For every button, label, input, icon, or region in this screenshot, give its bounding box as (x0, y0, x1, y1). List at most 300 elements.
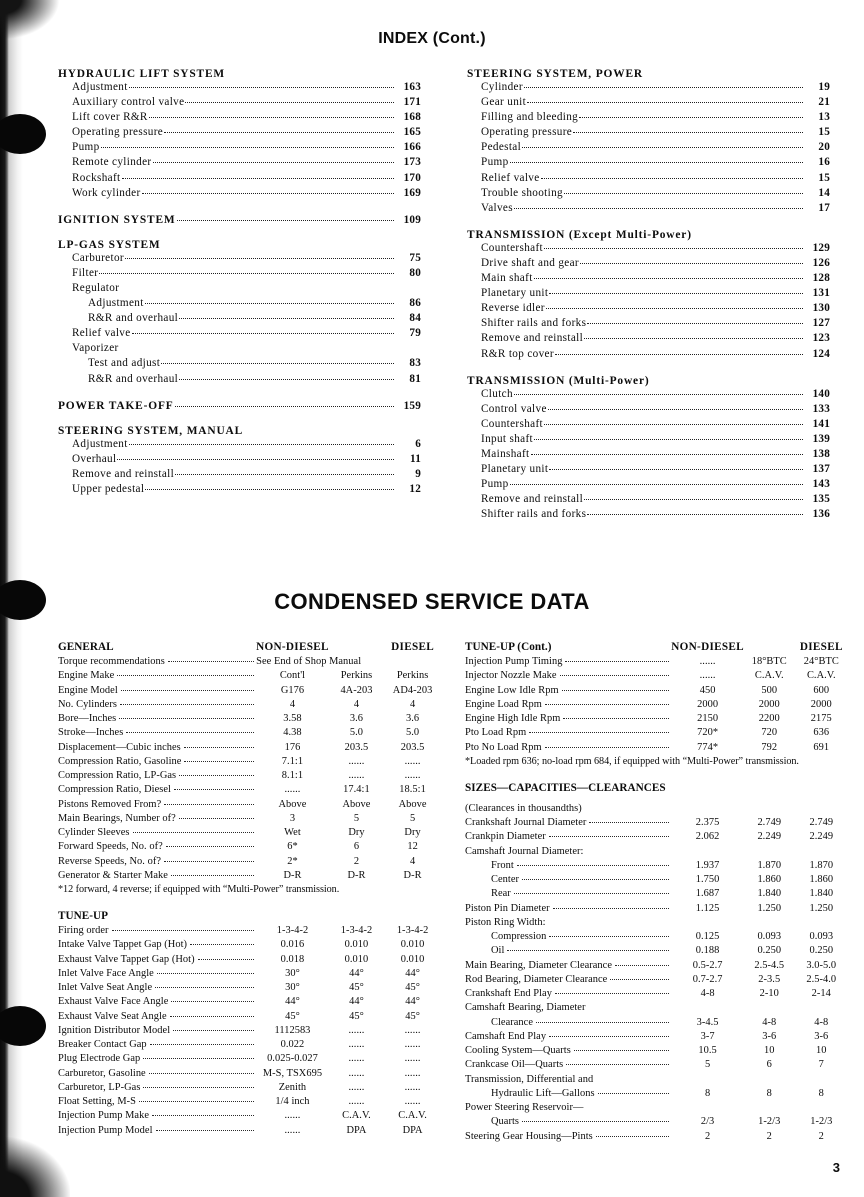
data-label-text: Injection Pump Timing (465, 656, 563, 667)
data-cell: 3 (289, 812, 296, 824)
index-entry[interactable] (481, 301, 830, 316)
data-row-label (465, 1087, 671, 1101)
data-row (58, 1052, 441, 1066)
data-cell: 1.840 (809, 888, 834, 900)
data-subheading-label: Transmission, Differential and (465, 1073, 594, 1085)
data-cell: Zenith (278, 1081, 307, 1093)
index-page-number[interactable]: 12 (409, 482, 421, 495)
data-row-label (58, 1024, 256, 1038)
data-cell: 5.0 (349, 727, 364, 739)
index-entry[interactable] (481, 447, 830, 462)
data-cell: AD4-203 (392, 684, 433, 696)
leader-dots (584, 338, 803, 339)
data-row-spanning (58, 655, 441, 669)
data-row (58, 924, 441, 938)
data-row (465, 726, 848, 740)
index-page-number[interactable]: 75 (409, 251, 421, 264)
index-page-number[interactable]: 17 (818, 201, 830, 214)
data-label-text: Inlet Valve Seat Angle (58, 982, 153, 993)
data-row (58, 855, 441, 869)
column-header: DIESEL (799, 641, 843, 653)
index-page-number[interactable]: 16 (818, 156, 830, 169)
data-group-header (465, 639, 848, 655)
index-section-heading (58, 214, 421, 226)
index-page-number[interactable]: 123 (812, 332, 830, 345)
data-row (465, 698, 848, 712)
index-entry-label: Upper pedestal (72, 482, 145, 495)
index-entry-label: Filling and bleeding (481, 111, 579, 124)
data-row-label (58, 995, 256, 1009)
index-page-number[interactable]: 141 (812, 417, 830, 430)
leader-dots (579, 117, 803, 118)
index-entry[interactable] (481, 492, 830, 507)
leader-dots (177, 220, 394, 221)
index-section-label: HYDRAULIC LIFT SYSTEM (58, 68, 226, 80)
index-entry[interactable] (72, 110, 421, 125)
data-cell: 1.840 (757, 888, 782, 900)
data-cell: 7 (818, 1059, 824, 1071)
data-row (58, 1038, 441, 1052)
data-cell: D-R (283, 869, 302, 881)
data-cell: 1.125 (695, 902, 720, 914)
data-cell: 0.022 (280, 1039, 305, 1050)
index-entry[interactable] (481, 432, 830, 447)
leader-dots (173, 1030, 254, 1031)
index-page-number[interactable]: 130 (812, 302, 830, 315)
index-page-number[interactable]: 135 (812, 493, 830, 506)
data-cell: C.A.V. (398, 1110, 427, 1122)
index-page-number[interactable]: 131 (812, 287, 830, 300)
index-page-number[interactable]: 126 (812, 256, 830, 269)
index-entry-label: Rockshaft (72, 171, 121, 184)
data-row-label (465, 712, 671, 726)
index-entry[interactable] (72, 80, 421, 95)
index-section-label: IGNITION SYSTEM (58, 213, 176, 226)
leader-dots (198, 959, 255, 960)
leader-dots (142, 193, 394, 194)
index-page-number[interactable]: 21 (818, 96, 830, 109)
index-section-label: STEERING SYSTEM, POWER (467, 68, 643, 80)
index-entry[interactable] (481, 507, 830, 522)
data-cell: 18°BTC (751, 656, 787, 667)
index-page-number[interactable]: 6 (415, 437, 421, 450)
index-left-column (58, 68, 421, 522)
data-row (465, 816, 848, 830)
leader-dots (527, 102, 803, 103)
data-label-text: Camshaft End Play (465, 1030, 547, 1042)
data-cell: 2.749 (757, 817, 782, 828)
index-section-heading (467, 229, 830, 241)
data-label-text: Engine Model (58, 684, 118, 696)
index-page-number[interactable]: 166 (403, 141, 421, 154)
index-page-number[interactable]: 13 (818, 111, 830, 124)
index-subheading: Vaporizer (72, 342, 119, 355)
index-entry[interactable] (88, 311, 421, 326)
data-subheading-label: Piston Ring Width: (465, 916, 546, 928)
index-entry[interactable] (481, 186, 830, 201)
data-label-text: Intake Valve Tappet Gap (Hot) (58, 939, 188, 951)
data-label-text: Piston Pin Diameter (465, 902, 550, 914)
data-cell: 45° (349, 982, 364, 993)
index-page-number[interactable]: 133 (812, 402, 830, 415)
index-page-number[interactable]: 124 (812, 347, 830, 360)
index-page-number[interactable]: 137 (812, 463, 830, 476)
leader-dots (587, 323, 803, 324)
index-entry-label: Test and adjust (88, 357, 161, 370)
leader-dots (589, 822, 669, 823)
index-entry[interactable] (88, 356, 421, 371)
data-cell: 5 (704, 1059, 711, 1071)
leader-dots (120, 704, 254, 705)
index-entry[interactable] (481, 417, 830, 432)
data-row-label (465, 1030, 671, 1044)
index-entry[interactable] (72, 437, 421, 452)
data-cell: Perkins (340, 670, 373, 682)
leader-dots (563, 718, 669, 719)
index-entry[interactable] (72, 266, 421, 281)
leader-dots (549, 936, 669, 937)
data-row-label (465, 741, 671, 755)
index-page-number[interactable]: 15 (818, 126, 830, 139)
data-row (58, 669, 441, 683)
index-entry-label: Main shaft (481, 272, 533, 285)
index-entry[interactable] (481, 125, 830, 140)
index-page-number[interactable]: 165 (403, 126, 421, 139)
index-page-number[interactable]: 170 (403, 171, 421, 184)
data-label-text: Main Bearing, Diameter Clearance (465, 959, 613, 971)
data-cell: 4A-203 (340, 684, 373, 696)
index-entry-label: Remove and reinstall (481, 332, 584, 345)
index-entry[interactable] (481, 256, 830, 271)
leader-dots (507, 950, 669, 951)
group-header-label: SIZES—CAPACITIES—CLEARANCES (465, 781, 666, 794)
index-section-heading (58, 68, 421, 80)
data-cell: 3.6 (349, 713, 364, 724)
data-cell: 6 (766, 1059, 772, 1071)
index-entry[interactable] (72, 186, 421, 201)
index-entry-label: Shifter rails and forks (481, 508, 587, 521)
data-label-text: Generator & Starter Make (58, 869, 168, 881)
index-page-number[interactable]: 136 (812, 508, 830, 521)
index-entry-label: Relief valve (481, 171, 540, 184)
leader-dots (161, 363, 394, 364)
index-entry[interactable] (88, 372, 421, 387)
index-entry[interactable] (481, 201, 830, 216)
index-entry-label: Remove and reinstall (72, 467, 175, 480)
leader-dots (119, 718, 254, 719)
index-entry[interactable] (72, 467, 421, 482)
data-cell: 4 (289, 698, 296, 710)
index-entry[interactable] (72, 326, 421, 341)
data-cell: 203.5 (344, 741, 369, 753)
index-entry[interactable] (481, 241, 830, 256)
leader-dots (596, 1136, 670, 1137)
leader-dots (549, 1036, 669, 1037)
data-subheading-label: Power Steering Reservoir— (465, 1102, 584, 1113)
service-data-table-right (465, 639, 848, 1144)
data-row-label (465, 1115, 671, 1129)
data-cell: 3-6 (762, 1030, 777, 1042)
data-row (58, 938, 441, 952)
data-subheading-row (465, 802, 848, 816)
data-label-text: Engine Load Rpm (465, 698, 542, 710)
service-data-columns (58, 639, 848, 1144)
index-page-number[interactable]: 129 (812, 241, 830, 254)
index-entry[interactable] (481, 155, 830, 170)
data-cell: 7.1:1 (281, 755, 304, 767)
index-entry[interactable] (72, 125, 421, 140)
data-row-label (58, 953, 256, 967)
data-label-text: Compression Ratio, LP-Gas (58, 770, 177, 781)
leader-dots (174, 789, 254, 790)
data-cell: 44° (405, 967, 420, 979)
index-entry-label: Shifter rails and forks (481, 317, 587, 330)
data-row (58, 1067, 441, 1081)
data-row-label (465, 1016, 671, 1030)
index-entry[interactable] (72, 452, 421, 467)
leader-dots (139, 1101, 254, 1102)
index-entry[interactable] (72, 155, 421, 170)
index-page-number[interactable]: 127 (812, 317, 830, 330)
index-entry[interactable] (481, 402, 830, 417)
index-page-number[interactable]: 81 (409, 372, 421, 385)
index-page-number[interactable]: 143 (812, 478, 830, 491)
data-row (465, 1016, 848, 1030)
column-header (256, 908, 329, 924)
data-cell: 30° (285, 967, 300, 979)
index-page-number[interactable]: 79 (409, 327, 421, 340)
data-subheading-row (465, 1001, 848, 1015)
data-cell: 24°BTC (803, 656, 839, 667)
index-entry[interactable] (481, 387, 830, 402)
index-page-number[interactable]: 173 (403, 156, 421, 169)
data-row (58, 755, 441, 769)
index-section-label: TRANSMISSION (Except Multi-Power) (467, 228, 692, 241)
index-page-number[interactable]: 83 (409, 357, 421, 370)
data-row-label (465, 873, 671, 887)
data-row (465, 712, 848, 726)
index-entry[interactable] (481, 95, 830, 110)
index-page-number[interactable]: 169 (403, 186, 421, 199)
index-page-number[interactable]: 9 (415, 467, 421, 480)
data-row-label (465, 684, 671, 698)
index-entry-label: Countershaft (481, 241, 543, 254)
index-page-number[interactable]: 168 (403, 111, 421, 124)
index-page-number[interactable]: 159 (403, 399, 421, 412)
data-row (58, 953, 441, 967)
data-cell: 4 (409, 698, 416, 710)
data-row (465, 859, 848, 873)
row-spacer (465, 769, 848, 780)
data-cell: D-R (347, 869, 366, 881)
index-section-heading (58, 425, 421, 437)
column-header (384, 908, 441, 924)
data-cell: ...... (404, 1053, 421, 1065)
data-cell: 2-14 (811, 988, 831, 999)
index-entry-label: Overhaul (72, 452, 117, 465)
index-page-number[interactable]: 140 (812, 387, 830, 400)
data-row-label (58, 712, 256, 726)
leader-dots (610, 979, 669, 980)
leader-dots (514, 208, 803, 209)
service-data-right-column (465, 639, 848, 1144)
index-entry[interactable] (481, 347, 830, 362)
data-row-label (58, 1010, 256, 1024)
leader-dots (133, 832, 255, 833)
data-cell: 1-3-4-2 (340, 925, 373, 936)
data-row (58, 769, 441, 783)
data-cell: 0.016 (280, 939, 305, 951)
data-label-text: Crankpin Diameter (465, 831, 546, 843)
data-cell: 12 (407, 841, 418, 853)
scan-corner-smudge (0, 1137, 70, 1197)
index-page-number[interactable]: 11 (410, 452, 421, 465)
leader-dots (522, 879, 669, 880)
leader-dots (164, 804, 254, 805)
data-row (465, 1030, 848, 1044)
index-page-number[interactable]: 14 (818, 186, 830, 199)
leader-dots (190, 944, 254, 945)
data-cell: ...... (404, 1024, 421, 1036)
leader-dots (112, 930, 255, 931)
data-cell: D-R (403, 869, 422, 881)
data-label-text: Bore—Inches (58, 713, 117, 724)
leader-dots (155, 987, 254, 988)
index-entry-label: Valves (481, 201, 513, 214)
data-row-label (58, 726, 256, 740)
index-entry[interactable] (481, 110, 830, 125)
index-entry[interactable] (481, 331, 830, 346)
data-cell: 2 (766, 1130, 772, 1142)
data-cell: 203.5 (400, 741, 425, 753)
leader-dots (510, 162, 803, 163)
data-cell: 450 (699, 684, 716, 696)
index-page-number[interactable]: 109 (403, 213, 421, 226)
data-cell: 2 (818, 1130, 824, 1142)
index-page-number[interactable]: 138 (812, 447, 830, 460)
data-label-text: Main Bearings, Number of? (58, 812, 176, 824)
data-label-text: Steering Gear Housing—Pints (465, 1130, 593, 1142)
leader-dots (555, 354, 803, 355)
index-entry[interactable] (481, 316, 830, 331)
index-title: INDEX (Cont.) (378, 30, 486, 47)
data-row-label (58, 755, 256, 769)
data-row (58, 967, 441, 981)
leader-dots (125, 258, 394, 259)
leader-dots (168, 661, 254, 662)
index-entry[interactable] (481, 271, 830, 286)
data-label-text: Torque recommendations (58, 656, 165, 667)
data-cell: 2150 (697, 713, 719, 724)
index-page-number[interactable]: 20 (818, 141, 830, 154)
data-row-label (58, 981, 256, 995)
index-entry[interactable] (72, 95, 421, 110)
index-page-number[interactable]: 171 (403, 96, 421, 109)
index-entry-label: Planetary unit (481, 287, 549, 300)
leader-dots (129, 87, 394, 88)
data-row (58, 995, 441, 1009)
index-entry[interactable] (481, 80, 830, 95)
service-data-left-column (58, 639, 441, 1144)
index-columns (58, 68, 830, 522)
leader-dots (555, 993, 669, 994)
data-subheading-label: Camshaft Journal Diameter: (465, 845, 584, 857)
index-page-number[interactable]: 163 (403, 81, 421, 93)
index-entry[interactable] (481, 462, 830, 477)
data-row-label (58, 1124, 256, 1138)
index-entry-label: Adjustment (72, 81, 128, 93)
index-entry-label: Cylinder (481, 81, 523, 93)
index-page-number[interactable]: 86 (409, 297, 421, 310)
index-entry[interactable] (72, 140, 421, 155)
leader-dots (152, 1115, 254, 1116)
data-row-label (58, 1052, 256, 1066)
data-row (58, 726, 441, 740)
leader-dots (564, 193, 803, 194)
index-entry[interactable] (481, 477, 830, 492)
data-row-label (465, 987, 671, 1001)
index-entry-label: R&R and overhaul (88, 312, 179, 325)
data-label-text: Clearance (491, 1016, 533, 1028)
index-entry[interactable] (72, 251, 421, 266)
leader-dots (171, 875, 254, 876)
data-cell: 2.5-4.5 (754, 959, 785, 971)
data-cell: 44° (405, 996, 420, 1008)
data-row (465, 930, 848, 944)
index-page-number[interactable]: 128 (812, 272, 830, 285)
index-page-number[interactable]: 15 (818, 171, 830, 184)
data-row-label (465, 1130, 671, 1144)
data-row-label (58, 967, 256, 981)
data-row-label (465, 698, 671, 712)
data-label-text: Pto No Load Rpm (465, 741, 542, 753)
data-cell: 5 (409, 812, 416, 824)
data-cell: ...... (404, 770, 421, 781)
index-entry-label: Lift cover R&R (72, 111, 148, 124)
data-cell: 4-8 (700, 988, 715, 999)
index-entry[interactable] (481, 286, 830, 301)
data-cell: 0.093 (757, 931, 782, 942)
leader-dots (549, 469, 803, 470)
index-entry[interactable] (88, 296, 421, 311)
index-page-number[interactable]: 19 (818, 81, 830, 93)
group-header-label: TUNE-UP (58, 910, 109, 922)
column-header (744, 780, 795, 796)
leader-dots (149, 1073, 254, 1074)
index-entry-label: Mainshaft (481, 447, 530, 460)
table-footnote (58, 883, 441, 897)
data-label-text: Cooling System—Quarts (465, 1045, 571, 1056)
data-cell: 1-2/3 (810, 1116, 833, 1128)
data-label-text: Injector Nozzle Make (465, 670, 557, 682)
index-page-number[interactable]: 84 (409, 312, 421, 325)
index-entry-label: Adjustment (72, 437, 128, 450)
index-entry[interactable] (481, 140, 830, 155)
leader-dots (546, 308, 803, 309)
data-row (58, 712, 441, 726)
data-label-text: Carburetor, Gasoline (58, 1067, 146, 1079)
index-entry[interactable] (72, 171, 421, 186)
index-page-number[interactable]: 139 (812, 432, 830, 445)
leader-dots (545, 704, 669, 705)
data-cell: 2-10 (759, 988, 779, 999)
index-entry[interactable] (481, 171, 830, 186)
data-cell: ...... (404, 1039, 421, 1050)
column-header (795, 780, 848, 796)
index-entry[interactable] (72, 482, 421, 497)
data-row (58, 1109, 441, 1123)
index-page-number[interactable]: 80 (409, 266, 421, 279)
